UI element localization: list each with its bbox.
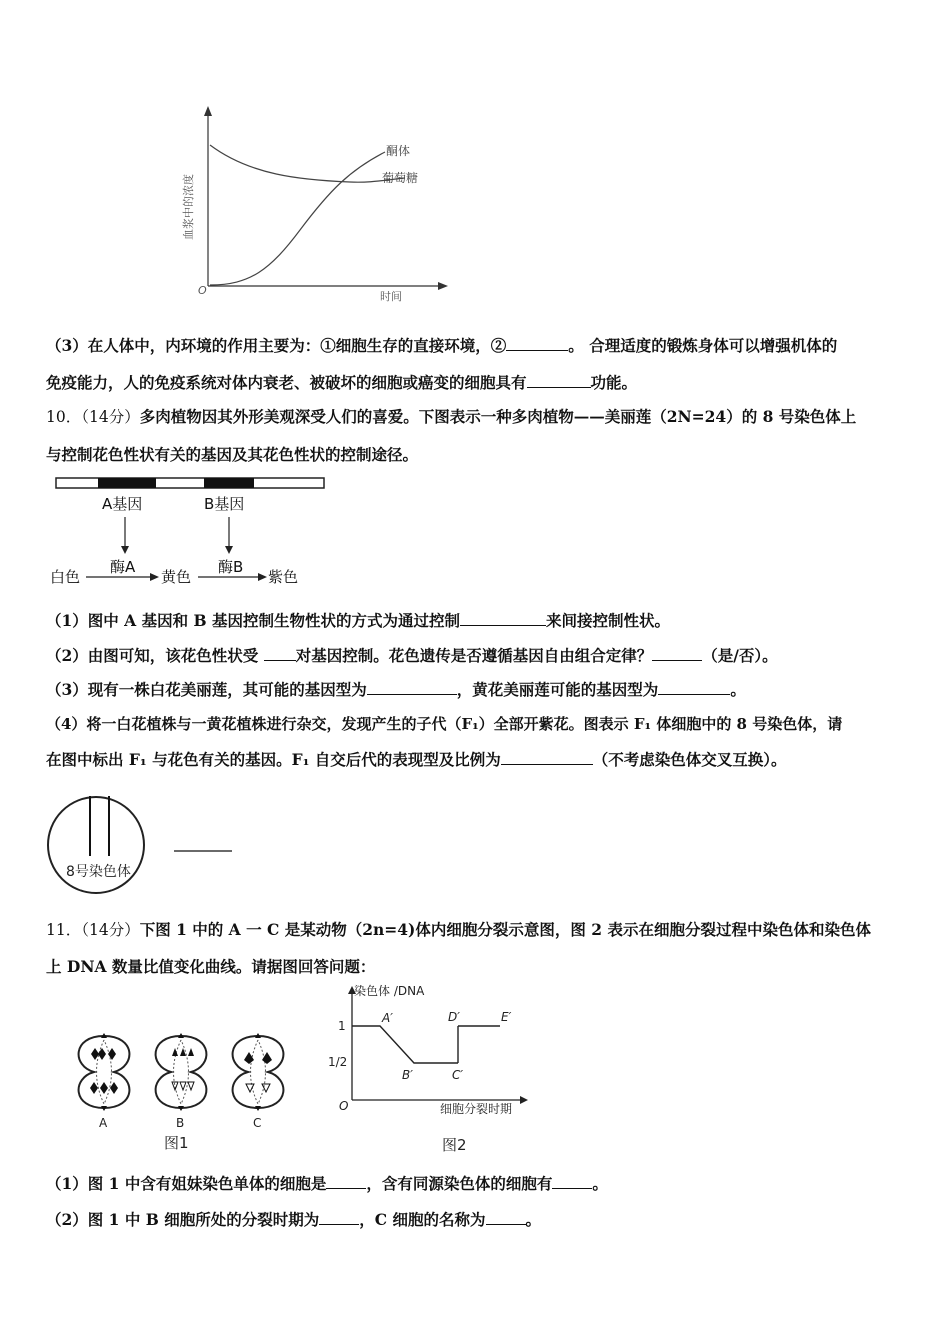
cell-b (156, 1033, 207, 1130)
purple-label: 紫色 (268, 568, 299, 586)
gene-pathway-diagram (46, 472, 336, 592)
origin-label: O (198, 284, 207, 297)
q10-part3: （3）现有一株白花美丽莲，其可能的基因型为 ，黄花美丽莲可能的基因型为 。 (46, 680, 746, 699)
arrow-down-icon (225, 546, 233, 554)
cell-c (233, 1033, 284, 1130)
chromosome-cell[interactable] (46, 790, 246, 900)
glucose-label: 葡萄糖 (382, 171, 419, 185)
gene-b-label: B基因 (204, 495, 245, 513)
arrow-right-icon (258, 573, 267, 581)
y-tick-1: 1 (338, 1019, 346, 1033)
answer-blank[interactable] (264, 645, 296, 661)
point-label-b: B′ (402, 1068, 413, 1082)
point-label-e: E′ (501, 1010, 512, 1024)
answer-blank[interactable] (501, 749, 593, 765)
x-axis-arrow (520, 1096, 528, 1104)
yellow-label: 黄色 (161, 568, 192, 586)
chromosome-bar (56, 478, 324, 488)
q10-part2: （2）由图可知，该花色性状受 对基因控制。花色遗传是否遵循基因自由组合定律？ （是/否）。 (46, 646, 778, 665)
gene-a-label: A基因 (102, 495, 143, 513)
concentration-label: 血浆中的浓度 (182, 174, 195, 240)
q10-part4-line2: 在图中标出 F₁ 与花色有关的基因。F₁ 自交后代的表现型及比例为 （不考虑染色体交叉互换）。 (46, 750, 787, 769)
answer-blank[interactable] (506, 335, 568, 351)
answer-blank[interactable] (319, 1209, 359, 1225)
x-axis-title: 细胞分裂时期 (440, 1102, 513, 1116)
q10-part4-line1: （4）将一白花植株与一黄花植株进行杂交，发现产生的子代（F₁）全部开紫花。图表示 F₁ 体细胞中的 8 号染色体，请 (46, 715, 843, 733)
cell-a-label: A (99, 1116, 108, 1130)
gene-b-band (204, 478, 254, 488)
white-label: 白色 (50, 568, 81, 586)
time-label: 时间 (380, 290, 402, 303)
answer-blank[interactable] (460, 610, 546, 626)
q11-stem-line1: 11．（14分）下图 1 中的 A 一 C 是某动物（2n=4)体内细胞分裂示意图，图 2 表示在细胞分裂过程中染色体和染色体 (46, 920, 871, 939)
figure2-caption: 图2 (442, 1136, 467, 1154)
q11-stem-line2: 上 DNA 数量比值变化曲线。请据图回答问题： (46, 957, 376, 976)
point-label-c: C′ (452, 1068, 464, 1082)
cell-a (79, 1033, 130, 1130)
answer-blank[interactable] (326, 1173, 366, 1189)
ketone-curve (210, 152, 385, 285)
q11-part1: （1）图 1 中含有姐妹染色单体的细胞是 ，含有同源染色体的细胞有 。 (46, 1174, 608, 1193)
q11-part2: （2）图 1 中 B 细胞所处的分裂时期为 ，C 细胞的名称为 。 (46, 1210, 542, 1229)
arrow-right-icon (150, 573, 159, 581)
y-axis-title: 染色体 /DNA (354, 984, 425, 998)
point-label-a: A′ (382, 1011, 393, 1025)
q10-stem-line2: 与控制花色性状有关的基因及其花色性状的控制途径。 (46, 445, 419, 464)
q10-part1: （1）图中 A 基因和 B 基因控制生物性状的方式为通过控制 来间接控制性状。 (46, 611, 671, 630)
q10-stem-line1: 10．（14分）多肉植物因其外形美观深受人们的喜爱。下图表示一种多肉植物——美丽莲（2N=24）的 8 号染色体上 (46, 407, 857, 426)
concentration-graph (180, 100, 450, 305)
ketone-label: 酮体 (386, 144, 411, 158)
answer-blank[interactable] (552, 1173, 592, 1189)
figure1-caption: 图1 (164, 1134, 189, 1152)
figure1-cell-division (64, 1030, 304, 1155)
q9-part3-line1: （3）在人体中，内环境的作用主要为：①细胞生存的直接环境，② 。 合理适度的锻炼身体可以增强机体的 (46, 336, 838, 355)
figure2-ratio-chart (324, 982, 534, 1154)
answer-blank[interactable] (486, 1209, 526, 1225)
y-tick-half: 1/2 (328, 1055, 348, 1069)
enzyme-b-label: 酶B (218, 558, 244, 576)
y-axis-arrow (204, 106, 212, 116)
cell-c-label: C (253, 1116, 262, 1130)
question-number: 10．（14分） (46, 408, 140, 426)
origin-label: O (339, 1099, 349, 1113)
answer-blank[interactable] (367, 679, 457, 695)
cell-b-label: B (176, 1116, 185, 1130)
ratio-line (352, 1026, 458, 1063)
arrow-down-icon (121, 546, 129, 554)
answer-blank[interactable] (658, 679, 730, 695)
glucose-curve (210, 145, 405, 182)
x-axis-arrow (438, 282, 448, 290)
answer-blank[interactable] (652, 645, 702, 661)
question-number: 11．（14分） (46, 921, 140, 939)
answer-blank[interactable] (527, 372, 591, 388)
gene-a-band (98, 478, 156, 488)
point-label-d: D′ (448, 1010, 460, 1024)
chromosome-label: 8号染色体 (66, 864, 131, 880)
enzyme-a-label: 酶A (110, 558, 136, 576)
q9-part3-line2: 免疫能力，人的免疫系统对体内衰老、被破坏的细胞或癌变的细胞具有 功能。 (46, 373, 638, 392)
